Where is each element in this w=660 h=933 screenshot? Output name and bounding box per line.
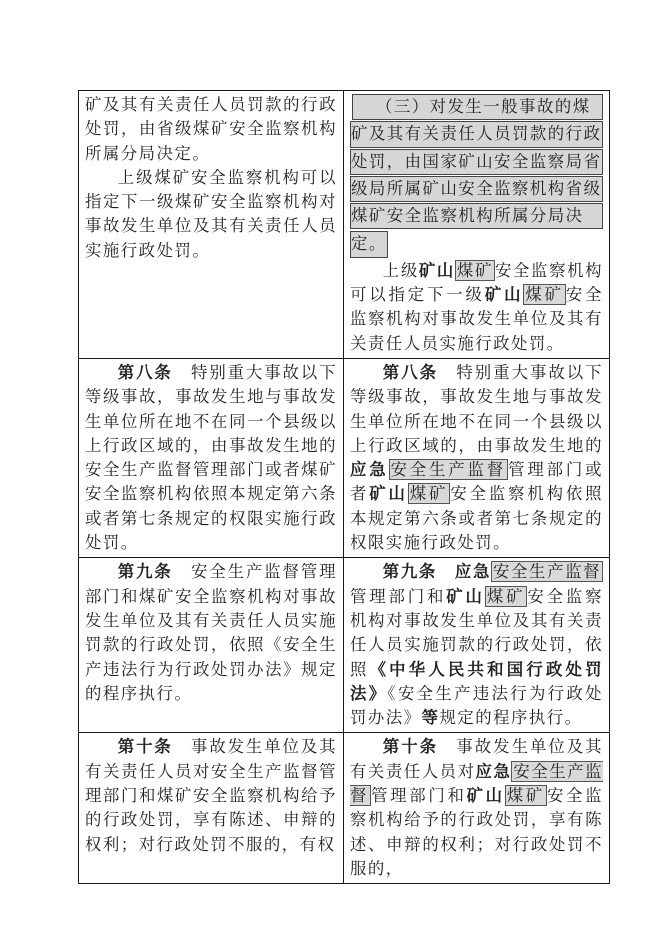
article-title: 第八条 [117,362,173,382]
paragraph [350,560,603,730]
highlighted-line: 级局所属矿山安全监察机构省级 [350,176,603,202]
article-title: 第九条 [382,562,437,582]
paragraph [350,735,603,881]
text-run: 安全生产监督管理部门和煤矿安全监察机构对事故发生单位及其有关责任人员实施罚款的行政处罚，依照《安全生产违法行为行政处罚办法》规定的程序执行。 [85,562,338,703]
paragraph [350,361,603,555]
deleted-text: 煤矿 [525,285,564,305]
comparison-table [78,90,610,884]
paragraph: 矿及其有关责任人员罚款的行政处罚，由省级煤矿安全监察机构所属分局决定。 [85,95,337,163]
paragraph [85,735,337,856]
highlighted-line: 定。 [350,231,388,257]
paragraph [350,259,603,356]
revised-text-cell [344,358,610,557]
inserted-text: 矿山 [446,586,485,606]
inserted-text: 等 [421,708,440,728]
paragraph: 上级煤矿安全监察机构可以指定下一级煤矿安全监察机构对事故发生单位及其有关责任人员实施行政处罚。 [85,167,337,260]
text-run: 安全监察机构对事故发生单位及其有关责任人员实施罚款的行政处罚，依照 [350,586,604,679]
deleted-text: 安全生产监督 [492,562,602,582]
original-text-cell [79,558,344,733]
article-title: 第十条 [117,737,173,757]
text-run: 事故发生单位及其有关责任人员对安全生产监督管理部门和煤矿安全监察机构给予的行政处罚，享有陈述、申辩的权利；对行政处罚不服的，有权 [85,737,338,854]
text-run: 规定的程序执行。 [439,708,583,728]
inserted-text: 《中华人民共和国行政处罚法》 [350,659,604,703]
text-run: 安全监察机构依照本规定第六条或者第七条规定的权限实施行政处罚。 [350,484,604,553]
inserted-text: 矿山 [418,260,455,280]
deleted-text: 煤矿 [456,260,493,280]
inserted-text: 应急 [350,460,389,480]
article-title: 第八条 [382,362,438,382]
inserted-text: 应急 [475,761,512,781]
paragraph [85,560,337,706]
highlighted-line: 煤矿安全监察机构所属分局决 [350,203,603,229]
article-title: 第九条 [117,562,173,582]
text-run: 管理部门和 [371,786,467,806]
revised-text-cell [344,558,610,733]
deleted-text: 煤矿 [486,586,526,606]
inserted-text: 应急 [454,562,491,582]
deleted-text: 安全生产监督 [350,761,604,806]
deleted-text: 安全生产监督 [390,460,507,480]
table-row [79,733,610,884]
table-row [79,558,610,733]
text-run: 事故发生单位及其有关责任人员对 [350,737,604,781]
highlighted-line: （三）对发生一般事故的煤 [352,94,603,120]
inserted-text: 矿山 [369,484,408,504]
text-run: 安全监察机构给予的行政处罚，享有陈述、申辩的权利；对行政处罚不服的， [350,786,604,878]
article-title: 第十条 [382,737,438,757]
text-run: 安全监察机构对事故发生单位及其有关责任人员实施行政处罚。 [350,285,604,353]
text-run: 《安全生产违法行为行政处罚办法》 [350,683,603,728]
revised-text-cell [344,733,610,884]
revised-text-cell [344,91,610,359]
highlighted-line: 处罚，由国家矿山安全监察局省 [350,149,603,175]
paragraph [85,361,337,555]
text-run: 上级 [382,260,419,280]
text-run: 安全监察机构可以指定下一级 [350,260,604,305]
inserted-text: 矿山 [484,285,524,305]
inserted-text: 矿山 [466,786,505,806]
table-row [79,358,610,557]
table-row [79,91,610,359]
original-text-cell [79,358,344,557]
deleted-text: 煤矿 [409,484,449,504]
deleted-text: 煤矿 [506,786,545,806]
highlighted-paragraph [350,94,603,120]
text-run: 特别重大事故以下等级事故，事故发生地与事故发生单位所在地不在同一个县级以上行政区域的，由事故发生地的 [350,362,604,455]
text-run: 管理部门和 [350,586,447,606]
highlighted-line: 矿及其有关责任人员罚款的行政 [350,121,603,147]
text-run: 特别重大事故以下等级事故，事故发生地与事故发生单位所在地不在同一个县级以上行政区域的，由事故发生地的安全生产监督管理部门或者煤矿安全监察机构依照本规定第六条或者第七条规定的权限实施行政处罚。 [85,362,338,553]
text-run: 管理部门或者 [350,460,604,504]
original-text-cell [79,91,344,359]
original-text-cell [79,733,344,884]
